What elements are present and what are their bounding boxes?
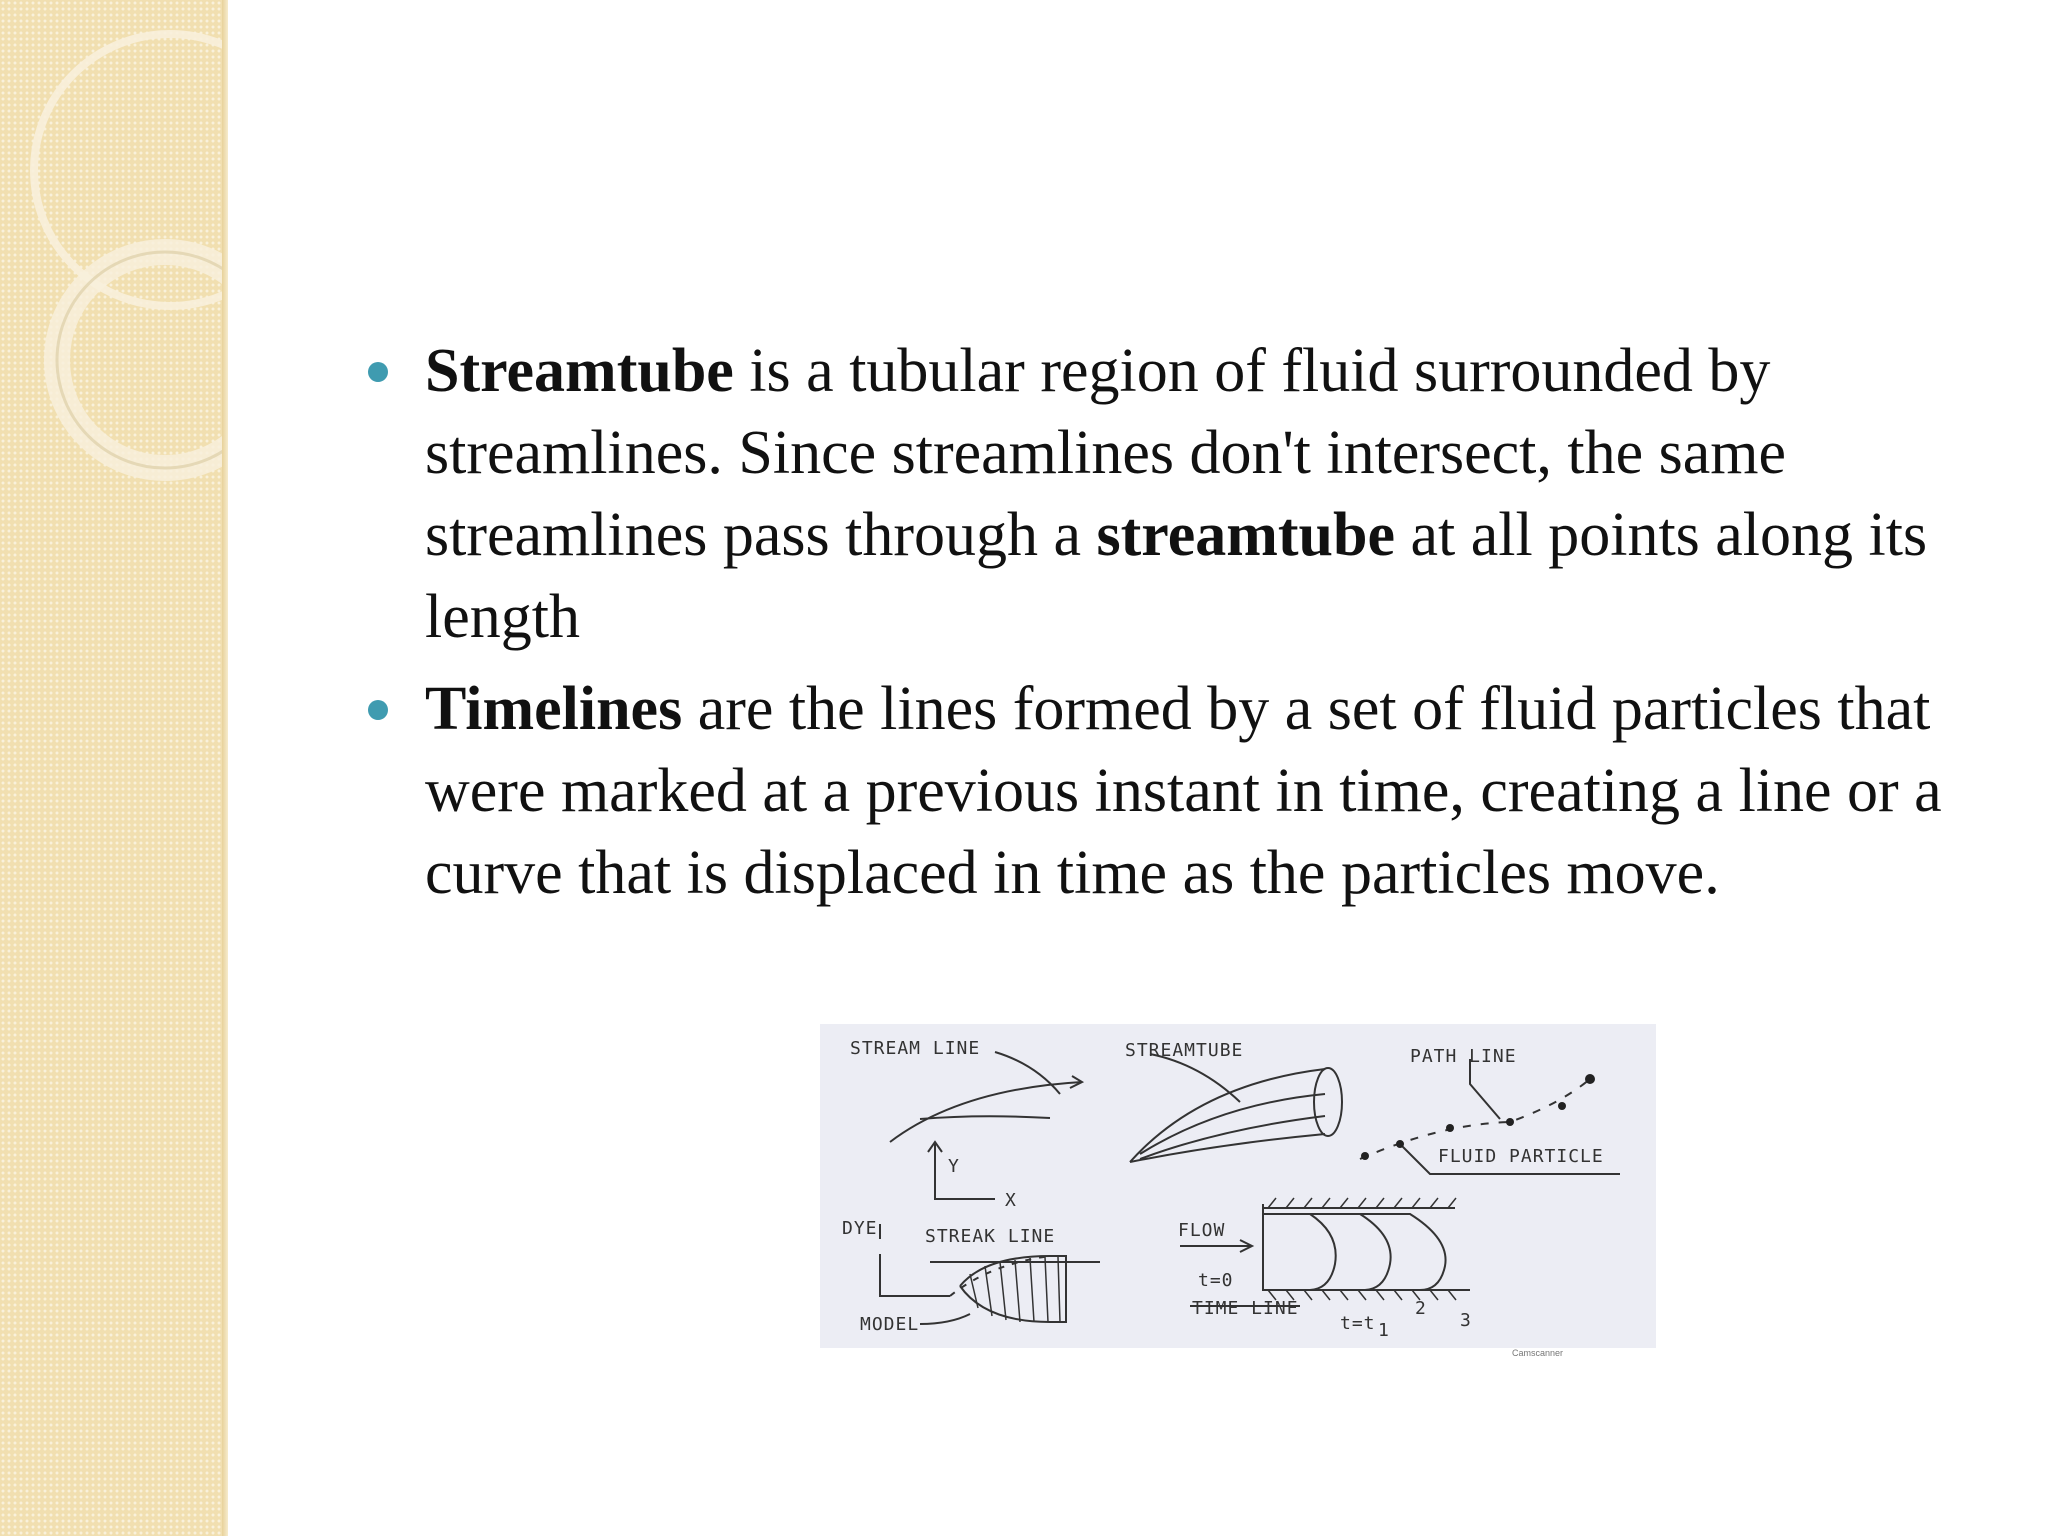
label-streak-line: STREAK LINE bbox=[925, 1226, 1056, 1247]
label-t1: 1 bbox=[1378, 1320, 1390, 1341]
decorative-sidebar bbox=[0, 0, 228, 1536]
bullet-timelines bbox=[360, 668, 1990, 914]
image-credit: Camscanner bbox=[1512, 1348, 1564, 1358]
label-dye: DYE bbox=[842, 1218, 878, 1239]
decorative-rings bbox=[0, 0, 228, 1536]
term-streamtube: Streamtube bbox=[425, 337, 734, 405]
sidebar-edge bbox=[222, 0, 228, 1536]
label-model: MODEL bbox=[860, 1314, 920, 1335]
label-t3: 3 bbox=[1460, 1310, 1472, 1331]
bullet-text: are the lines formed by a set of fluid particles that were marked at a previous instant in time, creating a line or a curve that is displaced in time as the particles move. bbox=[425, 675, 1942, 907]
label-path-line: PATH LINE bbox=[1410, 1046, 1517, 1067]
term-timelines: Timelines bbox=[425, 675, 683, 743]
label-stream-line: STREAM LINE bbox=[850, 1038, 981, 1059]
slide-content bbox=[360, 330, 1990, 924]
label-t-seq: t=t bbox=[1340, 1313, 1376, 1334]
label-time-line: TIME LINE bbox=[1192, 1298, 1299, 1319]
label-y-axis: Y bbox=[948, 1156, 960, 1177]
bullet-text: is a tubular region of fluid surrounded by streamlines. Since streamlines don't intersect, the same streamlines pass through a bbox=[425, 337, 1787, 569]
label-flow: FLOW bbox=[1178, 1220, 1226, 1241]
label-fluid-particle: FLUID PARTICLE bbox=[1438, 1146, 1604, 1167]
label-x-axis: X bbox=[1005, 1190, 1017, 1211]
label-t2: 2 bbox=[1415, 1298, 1427, 1319]
flow-lines-sketch bbox=[820, 1024, 1656, 1348]
bullet-streamtube bbox=[360, 330, 1990, 658]
bullet-text-end: at all points along its length bbox=[425, 501, 1928, 651]
bullet-dot-icon bbox=[368, 362, 388, 382]
label-streamtube: STREAMTUBE bbox=[1125, 1040, 1244, 1061]
label-t0: t=0 bbox=[1198, 1270, 1234, 1291]
term-streamtube-inline: streamtube bbox=[1096, 501, 1395, 569]
bullet-dot-icon bbox=[368, 700, 388, 720]
sketch-drawing bbox=[820, 1024, 1656, 1348]
